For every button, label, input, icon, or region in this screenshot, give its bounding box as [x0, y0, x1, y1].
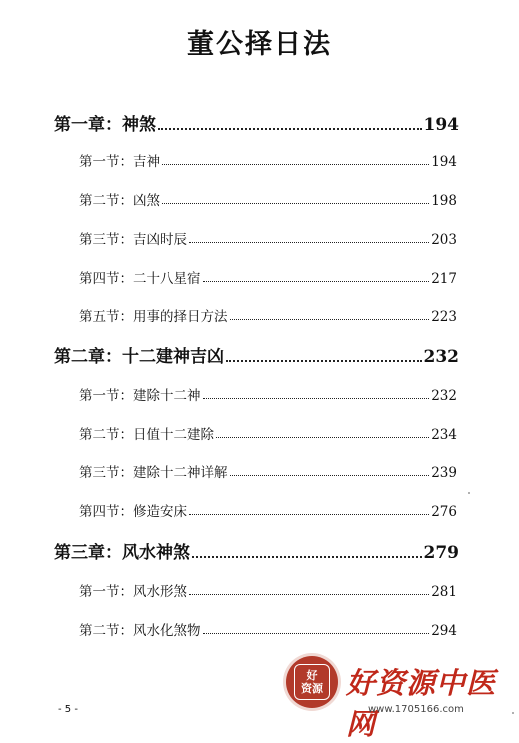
toc-section[interactable] — [79, 580, 457, 600]
leader-dots — [192, 555, 422, 558]
watermark-seal — [286, 656, 338, 708]
leader-dots — [203, 632, 430, 634]
toc-section[interactable] — [79, 150, 457, 170]
toc-label: 第五节：用事的择日方法 — [79, 309, 228, 325]
document-title: 董公择日法 — [187, 29, 332, 60]
leader-dots — [162, 202, 429, 204]
toc-page-number: 294 — [431, 623, 457, 639]
toc-label: 第三章：风水神煞 — [54, 543, 190, 563]
toc-section[interactable] — [79, 500, 457, 520]
toc-label: 第一节：吉神 — [79, 154, 160, 170]
toc-chapter-3[interactable] — [54, 538, 459, 563]
leader-dots — [230, 318, 430, 320]
toc-page-number: 276 — [431, 504, 457, 520]
toc-label: 第二节：凶煞 — [79, 193, 160, 209]
leader-dots — [162, 163, 429, 165]
toc-section[interactable] — [79, 267, 457, 287]
leader-dots — [203, 397, 430, 399]
leader-dots — [189, 241, 429, 243]
toc-page-number: 194 — [423, 115, 459, 135]
toc-page-number: 223 — [431, 309, 457, 325]
toc-label: 第一节：建除十二神 — [79, 388, 201, 404]
toc-page-number: 232 — [431, 388, 457, 404]
leader-dots — [226, 359, 422, 362]
toc-page-number: 203 — [431, 232, 457, 248]
toc-section[interactable] — [79, 384, 457, 404]
toc-label: 第二节：风水化煞物 — [79, 623, 201, 639]
watermark-url: www.1705166.com — [368, 704, 464, 715]
toc-section[interactable] — [79, 228, 457, 248]
toc-label: 第三节：建除十二神详解 — [79, 465, 228, 481]
scan-speck — [468, 492, 470, 494]
toc-label: 第四节：修造安床 — [79, 504, 187, 520]
toc-chapter-1[interactable] — [54, 110, 459, 135]
watermark-brand-text: 好资源中医网 — [346, 666, 497, 741]
leader-dots — [189, 593, 429, 595]
toc-section[interactable] — [79, 189, 457, 209]
seal-frame — [294, 664, 330, 700]
toc-page-number: 234 — [431, 427, 457, 443]
toc-section[interactable] — [79, 423, 457, 443]
leader-dots — [203, 280, 430, 282]
toc-section[interactable] — [79, 305, 457, 325]
toc-label: 第二节：日值十二建除 — [79, 427, 214, 443]
toc-page-number: 232 — [423, 347, 459, 367]
toc-section[interactable] — [79, 461, 457, 481]
toc-page-number: 281 — [431, 584, 457, 600]
seal-text-line2: 资源 — [301, 682, 323, 695]
toc-label: 第三节：吉凶时辰 — [79, 232, 187, 248]
toc-page-number: 217 — [431, 271, 457, 287]
toc-page-number: 239 — [431, 465, 457, 481]
toc-label: 第二章：十二建神吉凶 — [54, 347, 224, 367]
leader-dots — [230, 474, 430, 476]
leader-dots — [158, 127, 422, 130]
toc-label: 第四节：二十八星宿 — [79, 271, 201, 287]
toc-section[interactable] — [79, 619, 457, 639]
toc-chapter-2[interactable] — [54, 342, 459, 367]
leader-dots — [189, 513, 429, 515]
footer-page-number: - 5 - — [58, 704, 78, 715]
toc-page-number: 198 — [431, 193, 457, 209]
leader-dots — [216, 436, 429, 438]
toc-label: 第一章：神煞 — [54, 115, 156, 135]
toc-label: 第一节：风水形煞 — [79, 584, 187, 600]
toc-page-number: 194 — [431, 154, 457, 170]
seal-text-line1: 好 — [306, 669, 318, 682]
toc-page-number: 279 — [423, 543, 459, 563]
